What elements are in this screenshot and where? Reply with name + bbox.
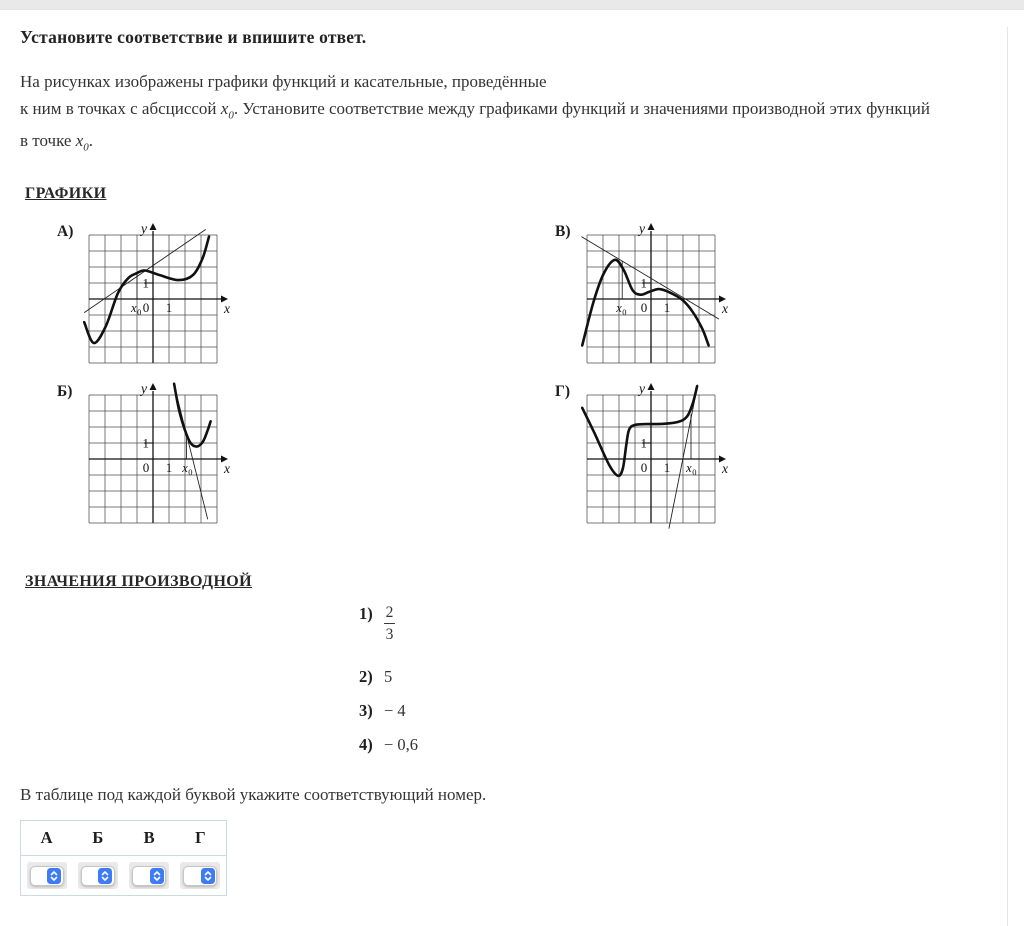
svg-text:x: x xyxy=(722,301,728,317)
intro-line1: На рисунках изображены графики функций и касательные, проведённые xyxy=(20,72,547,91)
column-header-a: А xyxy=(40,828,53,848)
svg-text:x: x xyxy=(182,461,188,476)
answer-select-b[interactable] xyxy=(78,862,118,889)
svg-text:0: 0 xyxy=(622,307,627,318)
top-bar xyxy=(0,0,1024,10)
graph-b-figure xyxy=(83,381,241,535)
intro-line3a: в точке xyxy=(20,131,76,151)
svg-text:y: y xyxy=(141,381,147,397)
answer-cell-v xyxy=(124,856,175,895)
svg-text:x: x xyxy=(131,301,137,316)
svg-text:0: 0 xyxy=(692,467,697,478)
graph-letter-b: Б) xyxy=(57,383,73,401)
svg-text:y: y xyxy=(141,221,147,237)
svg-text:x: x xyxy=(224,461,230,477)
derivative-values-list xyxy=(359,604,999,755)
svg-text:1: 1 xyxy=(640,435,647,451)
value-number: 3) xyxy=(359,701,373,721)
value-item-2 xyxy=(359,667,999,687)
select-field xyxy=(132,866,166,886)
answer-select-g[interactable] xyxy=(180,862,220,889)
svg-text:0: 0 xyxy=(137,307,142,318)
answer-table-selects-row xyxy=(21,856,226,895)
select-field xyxy=(183,866,217,886)
svg-text:x: x xyxy=(686,461,692,476)
value-number: 2) xyxy=(359,667,373,687)
value-text: − 0,6 xyxy=(384,735,419,755)
svg-text:0: 0 xyxy=(188,467,193,478)
answer-cell-b xyxy=(72,856,123,895)
value-text: − 4 xyxy=(384,701,406,721)
graph-cell-g xyxy=(555,381,855,535)
fraction-bar xyxy=(384,623,395,624)
graph-cell-a xyxy=(57,221,555,375)
page-container xyxy=(0,27,1008,926)
answer-cell-a xyxy=(21,856,72,895)
answer-cell-g xyxy=(175,856,226,895)
graph-g-figure xyxy=(581,381,739,535)
svg-text:1: 1 xyxy=(142,435,149,451)
graphs-grid xyxy=(57,221,999,535)
value-number: 4) xyxy=(359,735,373,755)
svg-text:1: 1 xyxy=(165,300,173,316)
intro-line2a: к ним в точках с абсциссой xyxy=(20,98,221,118)
svg-text:0: 0 xyxy=(640,300,648,316)
select-field xyxy=(30,866,64,886)
answer-table-header xyxy=(21,821,226,856)
x0-variable: $x_0$ xyxy=(220,98,234,121)
select-stepper-icon xyxy=(201,868,215,884)
column-header-v: В xyxy=(143,828,155,848)
graph-v-figure xyxy=(581,221,739,375)
value-item-1 xyxy=(359,604,999,643)
svg-text:x: x xyxy=(722,461,728,477)
answer-select-a[interactable] xyxy=(27,862,67,889)
svg-text:y: y xyxy=(639,221,645,237)
value-item-3 xyxy=(359,701,999,721)
task-title: Установите соответствие и впишите ответ. xyxy=(20,27,367,47)
intro-line3-dot: . xyxy=(88,131,94,151)
graph-cell-v xyxy=(555,221,855,375)
values-heading: ЗНАЧЕНИЯ ПРОИЗВОДНОЙ xyxy=(25,573,252,591)
select-stepper-icon xyxy=(47,868,61,884)
graph-letter-g: Г) xyxy=(555,383,571,401)
value-text: 5 xyxy=(384,667,393,687)
table-instruction: В таблице под каждой буквой укажите соответствующий номер. xyxy=(20,785,487,805)
svg-text:1: 1 xyxy=(640,275,647,291)
svg-text:1: 1 xyxy=(165,460,173,476)
column-header-b: Б xyxy=(92,828,104,848)
task-description xyxy=(20,69,999,161)
graph-a-figure xyxy=(83,221,241,375)
graph-letter-v: В) xyxy=(555,223,571,241)
fraction-two-thirds xyxy=(384,604,395,643)
svg-text:0: 0 xyxy=(640,460,648,476)
svg-text:x: x xyxy=(616,301,622,316)
select-stepper-icon xyxy=(98,868,112,884)
select-field xyxy=(81,866,115,886)
svg-text:1: 1 xyxy=(663,300,671,316)
graph-letter-a: А) xyxy=(57,223,74,241)
svg-text:0: 0 xyxy=(142,300,150,316)
svg-text:1: 1 xyxy=(142,275,149,291)
svg-text:x: x xyxy=(224,301,230,317)
fraction-denominator: 3 xyxy=(385,626,394,644)
fraction-numerator: 2 xyxy=(385,604,394,622)
select-stepper-icon xyxy=(150,868,164,884)
x0-variable-2: $x_0$ xyxy=(75,131,89,154)
answer-select-v[interactable] xyxy=(129,862,169,889)
svg-text:y: y xyxy=(639,381,645,397)
svg-text:0: 0 xyxy=(142,460,150,476)
column-header-g: Г xyxy=(195,828,206,848)
graphs-heading: ГРАФИКИ xyxy=(25,185,107,203)
graph-cell-b xyxy=(57,381,555,535)
intro-line2b: . Установите соответствие между графиками функций и значениями производной этих функций xyxy=(233,98,930,118)
answer-table xyxy=(20,820,227,896)
value-item-4 xyxy=(359,735,999,755)
value-number: 1) xyxy=(359,604,373,624)
svg-text:1: 1 xyxy=(663,460,671,476)
